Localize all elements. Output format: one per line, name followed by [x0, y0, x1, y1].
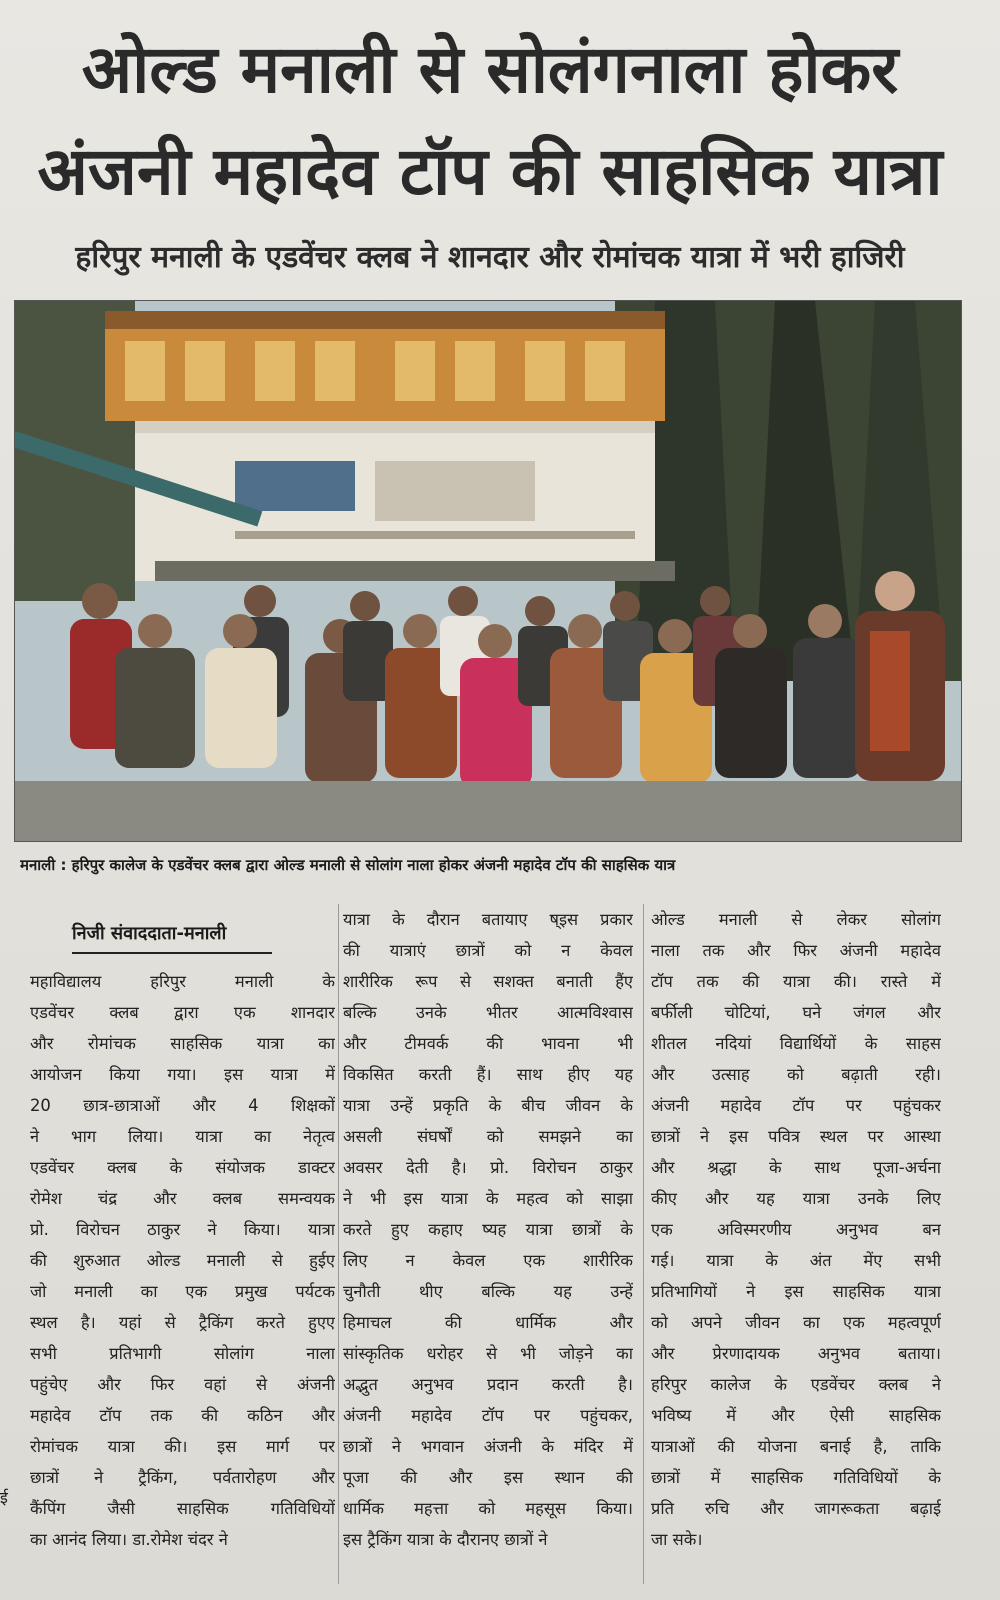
text-line: और टीमवर्क की भावना भी — [343, 1034, 633, 1053]
text-line: एक अविस्मरणीय अनुभव बन — [651, 1220, 941, 1239]
text-line: प्रो. विरोचन ठाकुर ने किया। यात्रा — [30, 1220, 335, 1239]
text-line: बर्फीली चोटियां, घने जंगल और — [651, 1003, 941, 1022]
headline-line-1: ओल्ड मनाली से सोलंगनाला होकर — [81, 31, 899, 108]
text-line: अवसर देती है। प्रो. विरोचन ठाकुर — [343, 1158, 633, 1177]
text-line: की यात्राएं छात्रों को न केवल — [343, 941, 633, 960]
text-line: अद्भुत अनुभव प्रदान करती है। — [343, 1375, 633, 1394]
text-line: पहुंचेए और फिर वहां से अंजनी — [30, 1375, 335, 1394]
text-line: यात्रा के दौरान बतायाए ष्इस प्रकार — [343, 910, 633, 929]
text-line: चुनौती थीए बल्कि यह उन्हें — [343, 1282, 633, 1301]
text-line: शीतल नदियां विद्यार्थियों के साहस — [651, 1034, 941, 1053]
text-line: शारीरिक रूप से सशक्त बनाती हैंए — [343, 972, 633, 991]
text-line: टॉप तक की यात्रा की। रास्ते में — [651, 972, 941, 991]
article-column-2 — [343, 904, 633, 1555]
text-line: हरिपुर कालेज के एडवेंचर क्लब ने — [651, 1375, 941, 1394]
text-line: पूजा की और इस स्थान की — [343, 1468, 633, 1487]
text-line: छात्रों ने भगवान अंजनी के मंदिर में — [343, 1437, 633, 1456]
text-line: का आनंद लिया। डा.रोमेश चंदर ने — [30, 1530, 228, 1549]
text-line: की शुरुआत ओल्ड मनाली से हुईए — [30, 1251, 335, 1270]
text-line: अंजनी महादेव टॉप पर पहुंचकर, — [343, 1406, 633, 1425]
text-line: यात्रा उन्हें प्रकृति के बीच जीवन के — [343, 1096, 633, 1115]
text-line: महादेव टॉप तक की कठिन और — [30, 1406, 335, 1425]
text-line: ओल्ड मनाली से लेकर सोलांग — [651, 910, 941, 929]
text-line: करते हुए कहाए ष्यह यात्रा छात्रों के — [343, 1220, 633, 1239]
text-line: जा सके। — [651, 1530, 703, 1549]
text-line: कैंपिंग जैसी साहसिक गतिविधियों — [30, 1499, 335, 1518]
byline: निजी संवाददाता-मनाली — [72, 918, 272, 954]
text-line: महाविद्यालय हरिपुर मनाली के — [30, 972, 335, 991]
text-line: और उत्साह को बढ़ाती रही। — [651, 1065, 941, 1084]
text-line: धार्मिक महत्ता को महसूस किया। — [343, 1499, 633, 1518]
text-line: छात्रों ने ट्रैकिंग, पर्वतारोहण और — [30, 1468, 335, 1487]
column-divider — [338, 904, 339, 1584]
text-line: सभी प्रतिभागी सोलांग नाला — [30, 1344, 335, 1363]
text-line: 20 छात्र-छात्राओं और 4 शिक्षकों — [30, 1096, 335, 1115]
text-line: आयोजन किया गया। इस यात्रा में — [30, 1065, 335, 1084]
text-line: छात्रों में साहसिक गतिविधियों के — [651, 1468, 941, 1487]
text-line: प्रति रुचि और जागरूकता बढ़ाई — [651, 1499, 941, 1518]
text-line: और श्रद्धा के साथ पूजा-अर्चना — [651, 1158, 941, 1177]
text-line: गई। यात्रा के अंत मेंए सभी — [651, 1251, 941, 1270]
text-line: और रोमांचक साहसिक यात्रा का — [30, 1034, 335, 1053]
text-line: रोमांचक यात्रा की। इस मार्ग पर — [30, 1437, 335, 1456]
text-line: कीए और यह यात्रा उनके लिए — [651, 1189, 941, 1208]
article-column-1 — [30, 966, 335, 1555]
article-column-3 — [651, 904, 941, 1555]
text-line: को अपने जीवन का एक महत्वपूर्ण — [651, 1313, 941, 1332]
text-line: एडवेंचर क्लब द्वारा एक शानदार — [30, 1003, 335, 1022]
text-line: बल्कि उनके भीतर आत्मविश्वास — [343, 1003, 633, 1022]
column-divider — [643, 904, 644, 1584]
group-photo — [14, 300, 962, 842]
text-line: लिए न केवल एक शारीरिक — [343, 1251, 633, 1270]
text-line: असली संघर्षों को समझने का — [343, 1127, 633, 1146]
text-line: रोमेश चंद्र और क्लब समन्वयक — [30, 1189, 335, 1208]
text-line: जो मनाली का एक प्रमुख पर्यटक — [30, 1282, 335, 1301]
text-line: ने भी इस यात्रा के महत्व को साझा — [343, 1189, 633, 1208]
adjacent-column-fragment: ई — [0, 1488, 8, 1507]
text-line: सांस्कृतिक धरोहर से भी जोड़ने का — [343, 1344, 633, 1363]
text-line: स्थल है। यहां से ट्रैकिंग करते हुएए — [30, 1313, 335, 1332]
text-line: नाला तक और फिर अंजनी महादेव — [651, 941, 941, 960]
text-line: अंजनी महादेव टॉप पर पहुंचकर — [651, 1096, 941, 1115]
text-line: छात्रों ने इस पवित्र स्थल पर आस्था — [651, 1127, 941, 1146]
text-line: ने भाग लिया। यात्रा का नेतृत्व — [30, 1127, 335, 1146]
text-line: और प्रेरणादायक अनुभव बताया। — [651, 1344, 941, 1363]
text-line: इस ट्रैकिंग यात्रा के दौरानए छात्रों ने — [343, 1530, 548, 1549]
text-line: भविष्य में और ऐसी साहसिक — [651, 1406, 941, 1425]
text-line: यात्राओं की योजना बनाई है, ताकि — [651, 1437, 941, 1456]
headline-line-2: अंजनी महादेव टॉप की साहसिक यात्रा — [37, 133, 943, 210]
text-line: हिमाचल की धार्मिक और — [343, 1313, 633, 1332]
photo-caption: मनाली : हरिपुर कालेज के एडवेंचर क्लब द्वारा ओल्ड मनाली से सोलांग नाला होकर अंजनी महादेव टॉप की साहसिक यात्र — [20, 856, 676, 874]
subheadline: हरिपुर मनाली के एडवेंचर क्लब ने शानदार और रोमांचक यात्रा में भरी हाजिरी — [75, 240, 905, 275]
text-line: प्रतिभागियों ने इस साहसिक यात्रा — [651, 1282, 941, 1301]
text-line: विकसित करती हैं। साथ हीए यह — [343, 1065, 633, 1084]
text-line: एडवेंचर क्लब के संयोजक डाक्टर — [30, 1158, 335, 1177]
